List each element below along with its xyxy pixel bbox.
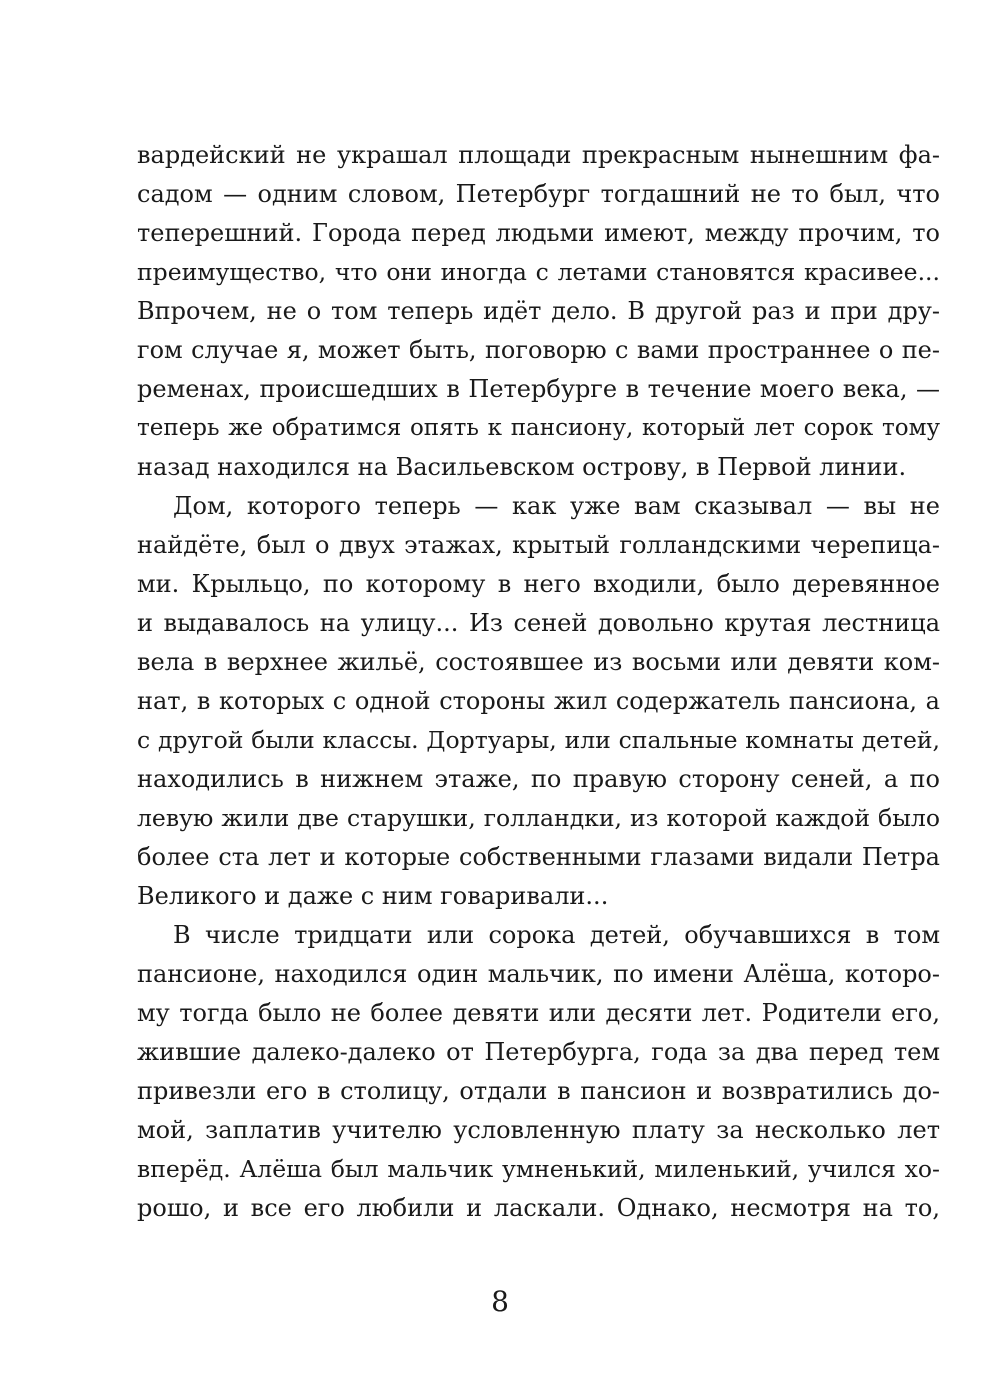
text-line: вардейский не украшал площади прекрасным нынешним фа- [137,141,940,169]
text-line: вела в верхнее жильё, состоявшее из восьми или девяти ком- [137,648,940,676]
text-line: ременах, происшедших в Петербурге в течение моего века, — [137,375,940,403]
text-line: назад находился на Васильевском острову, в Первой линии. [137,453,907,481]
text-line: и выдавалось на улицу... Из сеней довольно крутая лестница [137,609,940,637]
text-line: жившие далеко-далеко от Петербурга, года за два перед тем [137,1038,940,1066]
paragraph-1 [137,136,940,487]
paragraph-3 [137,916,940,1228]
text-line: более ста лет и которые собственными глазами видали Петра [137,843,940,871]
text-line: Впрочем, не о том теперь идёт дело. В другой раз и при дру- [137,297,940,325]
text-line: найдёте, был о двух этажах, крытый голландскими черепица- [137,531,940,559]
body-text [137,136,940,1228]
text-line: находились в нижнем этаже, по правую сторону сеней, а по [137,765,940,793]
text-line: В числе тридцати или сорока детей, обучавшихся в том [173,921,940,949]
text-line: Великого и даже с ним говаривали... [137,882,609,910]
text-line: садом — одним словом, Петербург тогдашний не то был, что [137,180,940,208]
text-line: вперёд. Алёша был мальчик умненький, миленький, учился хо- [137,1155,940,1183]
text-line: ми. Крыльцо, по которому в него входили, было деревянное [137,570,940,598]
text-line: нат, в которых с одной стороны жил содержатель пансиона, а [137,687,940,715]
text-line: рошо, и все его любили и ласкали. Однако, несмотря на то, [137,1194,940,1222]
paragraph-2 [137,487,940,916]
text-line: с другой были классы. Дортуары, или спальные комнаты детей, [137,726,940,754]
text-line: привезли его в столицу, отдали в пансион и возвратились до- [137,1077,940,1105]
text-line: теперь же обратимся опять к пансиону, который лет сорок тому [137,415,940,441]
text-line: теперешний. Города перед людьми имеют, между прочим, то [137,219,940,247]
page-number: 8 [491,1285,509,1318]
text-line: пансионе, находился один мальчик, по имени Алёша, которо- [137,960,940,988]
text-line: мой, заплатив учителю условленную плату за несколько лет [137,1116,940,1144]
text-line: му тогда было не более девяти или десяти лет. Родители его, [137,999,940,1027]
text-line: левую жили две старушки, голландки, из которой каждой было [137,804,940,832]
text-line: Дом, которого теперь — как уже вам сказывал — вы не [173,492,940,520]
text-line: гом случае я, может быть, поговорю с вами пространнее о пе- [137,336,940,364]
text-line: преимущество, что они иногда с летами становятся красивее... [137,258,940,286]
